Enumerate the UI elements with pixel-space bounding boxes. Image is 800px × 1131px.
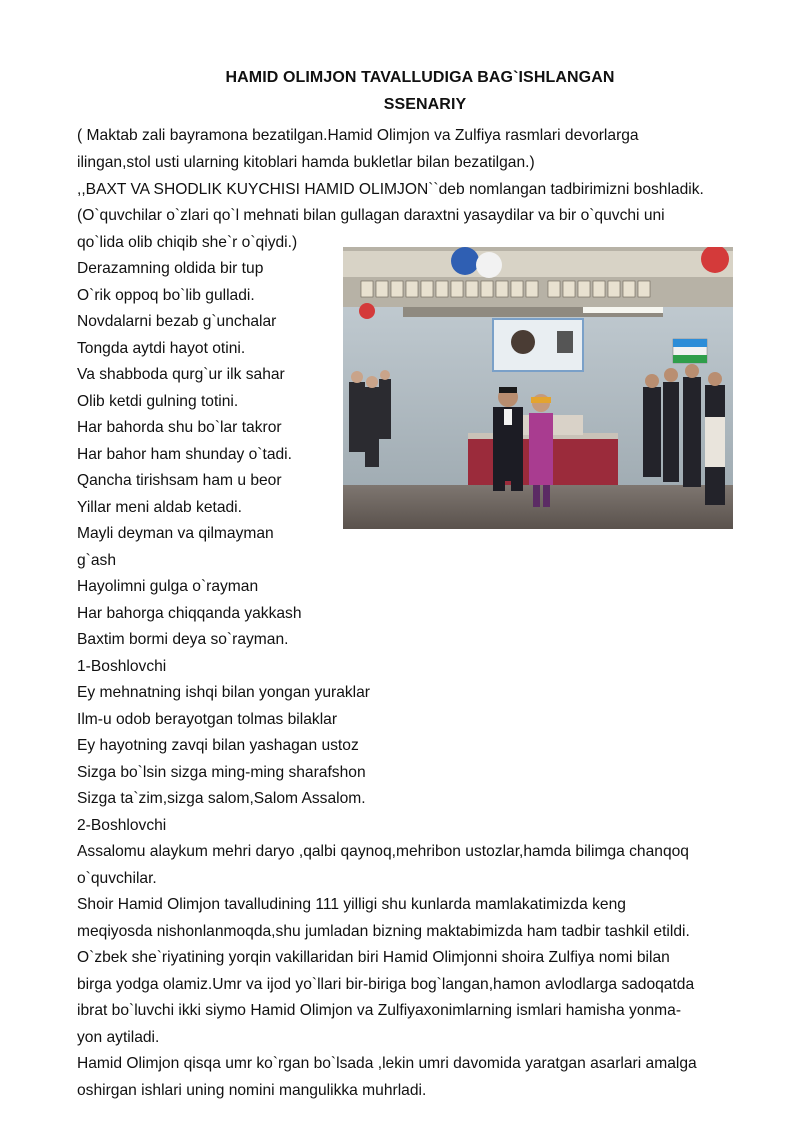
section-1-line: Ilm-u odob berayotgan tolmas bilaklar xyxy=(77,711,338,728)
poem-line: Hayolimni gulga o`rayman xyxy=(77,578,259,595)
section-1-heading: 1-Boshlovchi xyxy=(77,658,167,675)
intro-line: qo`lida olib chiqib she`r o`qiydi.) xyxy=(77,234,298,251)
poem-line: g`ash xyxy=(77,552,117,569)
poem-line: O`rik oppoq bo`lib gulladi. xyxy=(77,287,255,304)
section-2-line: ibrat bo`luvchi ikki siymo Hamid Olimjon va Zulfiyaxonimlarning ismlari hamisha yonma- xyxy=(77,1002,682,1019)
poem-line: Har bahorda shu bo`lar takror xyxy=(77,419,282,436)
event-photo-illustration xyxy=(343,247,733,529)
intro-line: ,,BAXT VA SHODLIK KUYCHISI HAMID OLIMJON``deb nomlangan tadbirimizni boshladik. xyxy=(77,181,704,198)
poem-line: Har bahor ham shunday o`tadi. xyxy=(77,446,292,463)
title-line-1: HAMID OLIMJON TAVALLUDIGA BAG`ISHLANGAN xyxy=(225,69,615,86)
section-2-heading: 2-Boshlovchi xyxy=(77,817,167,834)
poem-line: Yillar meni aldab ketadi. xyxy=(77,499,242,516)
poem-line: Olib ketdi gulning totini. xyxy=(77,393,239,410)
intro-line: ilingan,stol usti ularning kitoblari hamda bukletlar bilan bezatilgan.) xyxy=(77,154,535,171)
poem-line: Baxtim bormi deya so`rayman. xyxy=(77,631,289,648)
poem-line: Har bahorga chiqqanda yakkash xyxy=(77,605,302,622)
poem-line: Derazamning oldida bir tup xyxy=(77,260,264,277)
poem-line: Qancha tirishsam ham u beor xyxy=(77,472,282,489)
poem-line: Novdalarni bezab g`unchalar xyxy=(77,313,277,330)
section-2-line: birga yodga olamiz.Umr va ijod yo`llari bir-biriga bog`langan,hamon avlodlarga sadoqatda xyxy=(77,976,695,993)
section-1-line: Ey hayotning zavqi bilan yashagan ustoz xyxy=(77,737,359,754)
intro-line: (O`quvchilar o`zlari qo`l mehnati bilan gullagan daraxtni yasaydilar va bir o`quvchi uni xyxy=(77,207,665,224)
section-1-line: Ey mehnatning ishqi bilan yongan yuraklar xyxy=(77,684,370,701)
section-2-line: Shoir Hamid Olimjon tavalludining 111 yilligi shu kunlarda mamlakatimizda keng xyxy=(77,896,626,913)
event-photo xyxy=(343,247,733,529)
section-2-line: o`quvchilar. xyxy=(77,870,157,887)
intro-line: ( Maktab zali bayramona bezatilgan.Hamid Olimjon va Zulfiya rasmlari devorlarga xyxy=(77,127,639,144)
section-1-line: Sizga bo`lsin sizga ming-ming sharafshon xyxy=(77,764,366,781)
section-2-line: Assalomu alaykum mehri daryo ,qalbi qaynoq,mehribon ustozlar,hamda bilimga chanqoq xyxy=(77,843,689,860)
poem-line: Tongda aytdi hayot otini. xyxy=(77,340,246,357)
section-2-line: Hamid Olimjon qisqa umr ko`rgan bo`lsada ,lekin umri davomida yaratgan asarlari amalga xyxy=(77,1055,697,1072)
poem-line: Mayli deyman va qilmayman xyxy=(77,525,274,542)
section-2-line: O`zbek she`riyatining yorqin vakillaridan biri Hamid Olimjonni shoira Zulfiya nomi bilan xyxy=(77,949,670,966)
poem-line: Va shabboda qurg`ur ilk sahar xyxy=(77,366,285,383)
title-line-2: SSENARIY xyxy=(383,96,467,113)
section-2-line: yon aytiladi. xyxy=(77,1029,160,1046)
section-2-line: meqiyosda nishonlanmoqda,shu jumladan bizning maktabimizda ham tadbir tashkil etildi. xyxy=(77,923,690,940)
section-2-line: oshirgan ishlari uning nomini mangulikka muhrladi. xyxy=(77,1082,427,1099)
section-1-line: Sizga ta`zim,sizga salom,Salom Assalom. xyxy=(77,790,366,807)
